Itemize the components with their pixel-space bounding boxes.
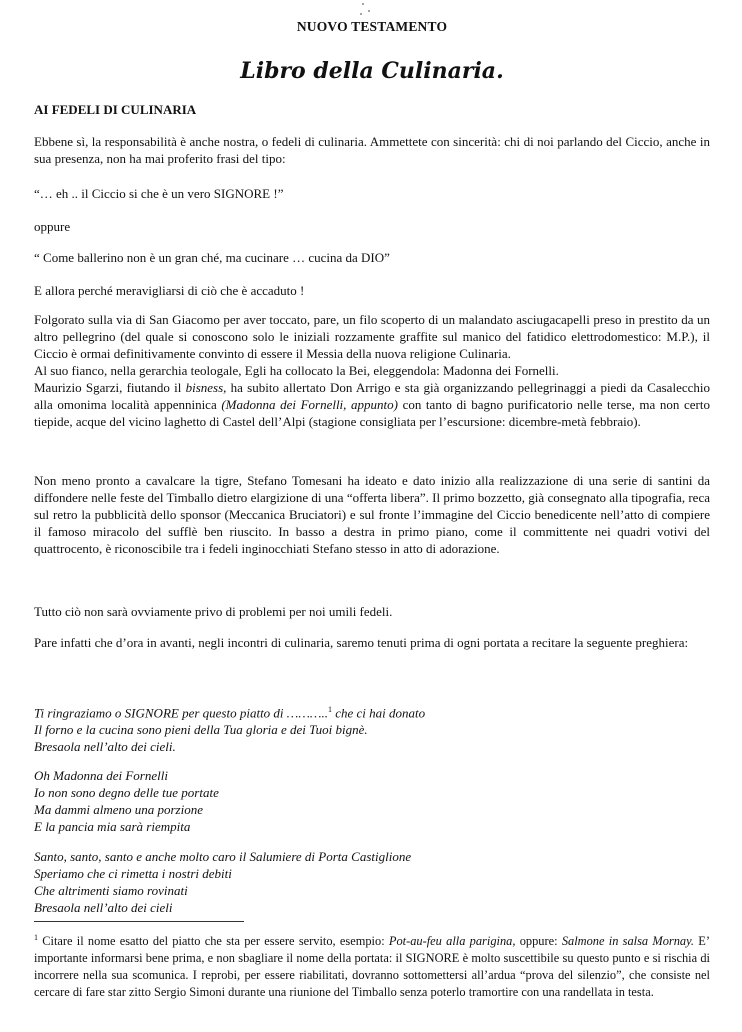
footnote-text-2: oppure: [515,934,562,949]
prayer-line [34,701,710,721]
quote-signore: “… eh .. il Ciccio si che è un vero SIGNORE !” [34,186,284,201]
footnote-mark: 1 [34,933,38,942]
footnote [34,929,710,1001]
text-oppure: oppure [34,219,71,234]
prayer-line: Bresaola nell’alto dei cieli [34,900,173,915]
prayer-line: Speriamo che ci rimetta i nostri debiti [34,866,232,881]
prayer-line-1a: Ti ringraziamo o SIGNORE per questo piatto di ……….. [34,705,328,721]
paragraph-meravigliarsi: E allora perché meravigliarsi di ciò che è accaduto ! [34,283,305,298]
prayer-line-1b: che ci hai donato [331,705,426,721]
prayer-stanza-3 [34,848,710,916]
document-header: NUOVO TESTAMENTO [296,19,448,34]
prayer-line: Io non sono degno delle tue portate [34,785,219,800]
paragraph-bei: Al suo fianco, nella gerarchia teologale, Egli ha collocato la Bei, eleggendola: Madonna dei Fornelli. [34,363,559,378]
sgarzi-text-1: Maurizio Sgarzi, fiutando il [34,380,186,395]
paragraph-folgorato: Folgorato sulla via di San Giacomo per aver toccato, pare, un filo scoperto di un malandato asciugacapelli preso in prestito da un altro pellegrino (del quale si conoscono solo le iniziali rozzamente graffite sul manico del fatidico elettrodomestico: M.P.), il Ciccio è ormai definitivamente convinto di essere il Messia della nuova religione Culinaria. [34,312,710,361]
prayer-line: Bresaola nell’alto dei cieli. [34,739,176,755]
prayer-stanza-2 [34,767,710,835]
prayer-line: Santo, santo, santo e anche molto caro il Salumiere di Porta Castiglione [34,849,412,864]
prayer-line: Oh Madonna dei Fornelli [34,768,168,783]
paragraph-sgarzi [34,379,710,430]
paragraph-intro: Ebbene sì, la responsabilità è anche nostra, o fedeli di culinaria. Ammettete con sincerità: chi di noi parlando del Ciccio, anche in sua presenza, non ha mai proferito frasi del tipo: [34,134,710,166]
sgarzi-text-3: con tanto di bagno purificatorio nelle terse, ma non certo tiepide, acque del vicino laghetto di Castel dell’Alpi (stagione consigliata per l’escursione: dicembre-metà febbraio). [34,397,710,429]
paragraph-problemi: Tutto ciò non sarà ovviamente privo di problemi per noi umili fedeli. [34,604,393,619]
prayer-line: Che altrimenti siamo rovinati [34,883,188,898]
footnote-divider [34,921,244,922]
footnote-text-1: Citare il nome esatto del piatto che sta per essere servito, esempio: [38,934,389,949]
prayer-line: E la pancia mia sarà riempita [34,819,191,834]
prayer-line: Ma dammi almeno una porzione [34,802,203,817]
prayer-stanza-1 [34,701,710,755]
footnote-ref: 1 [327,705,332,714]
footnote-example-2: Salmone in salsa Mornay. [561,934,695,949]
paragraph-preghiera-intro: Pare infatti che d’ora in avanti, negli incontri di culinaria, saremo tenuti prima di ogni portata a recitare la seguente preghiera: [34,635,689,650]
document-title: Libro della Culinaria. [240,58,504,84]
sgarzi-emphasis-bisness: bisness, [185,380,227,395]
footnote-example-1: Pot-au-feu alla parigina, [388,934,516,949]
quote-ballerino: “ Come ballerino non è un gran ché, ma cucinare … cucina da DIO” [34,250,390,265]
paragraph-tomesani: Non meno pronto a cavalcare la tigre, Stefano Tomesani ha ideato e dato inizio alla realizzazione di una serie di santini da diffondere nelle feste del Timballo dietro elargizione di una “offerta libera”. Il primo bozzetto, già consegnato alla tipografia, reca sul retro la pubblicità dello sponsor (Meccanica Bruciatori) e sul fronte l’immagine del Ciccio benedicente nell’atto di compiere il famoso miracolo del sufflè ben riuscito. In basso a destra in primo piano, come il committente nei quadri votivi del quattrocento, è riconoscibile tra i fedeli inginocchiati Stefano stesso in atto di adorazione. [34,473,710,556]
section-title: AI FEDELI DI CULINARIA [34,102,197,117]
footnote-text-3: E’ importante informarsi bene prima, e non sbagliare il nome della portata: il SIGNORE è molto suscettibile su questo punto e si rischia di incorrere nella sua scomunica. I reprobi, per essere riabilitati, dovranno sottomettersi all’ardua “prova del silenzio”, che consiste nel cercare di fare star zitto Sergio Simoni durante una riunione del Timballo senza poterlo tramortire con una randellata in testa. [34,934,710,1000]
sgarzi-emphasis-madonna: (Madonna dei Fornelli, appunto) [221,397,398,412]
sgarzi-text-2: ha subito allertato Don Arrigo e sta già organizzando pellegrinaggi a piedi da Casalecchio alla omonima località appenninica [34,380,710,412]
prayer-line: Il forno e la cucina sono pieni della Tua gloria e dei Tuoi bignè. [34,722,368,738]
